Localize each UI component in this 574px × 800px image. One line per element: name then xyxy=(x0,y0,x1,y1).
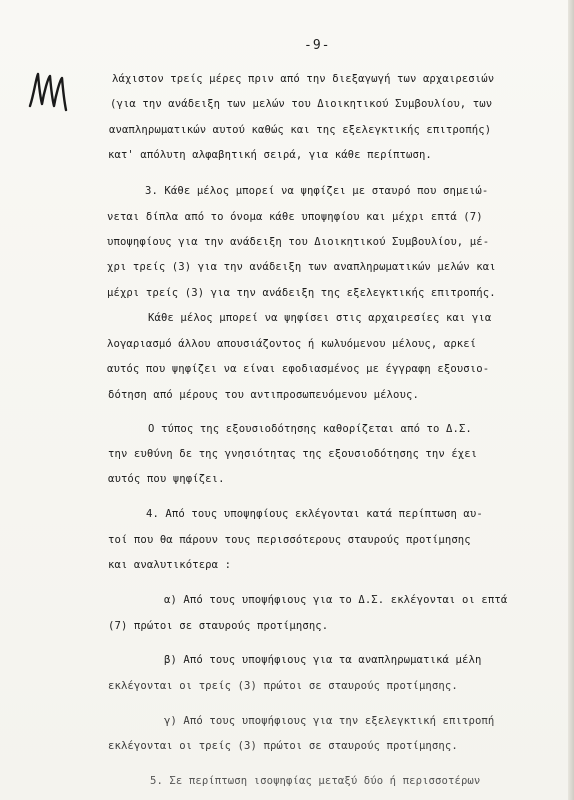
text-line: (για την ανάδειξη των μελών του Διοικητικού Συμβουλίου, των xyxy=(110,98,493,110)
text-line: τοί που θα πάρουν τους περισσότερους σταυρούς προτίμησης xyxy=(108,534,471,546)
text-line: εκλέγονται οι τρείς (3) πρώτοι σε σταυρούς προτίμησης. xyxy=(108,740,458,752)
text-line: χρι τρείς (3) για την ανάδειξη των αναπληρωματικών μελών και xyxy=(107,261,496,273)
text-line: εκλέγονται οι τρείς (3) πρώτοι σε σταυρούς προτίμησης. xyxy=(108,680,458,692)
text-line: Ο τύπος της εξουσιοδότησης καθορίζεται από το Δ.Σ. xyxy=(148,423,472,435)
text-line: λάχιστον τρείς μέρες πριν από την διεξαγωγή των αρχαιρεσιών xyxy=(112,73,495,85)
text-line: α) Από τους υποψήφιους για το Δ.Σ. εκλέγονται οι επτά xyxy=(164,594,508,606)
text-line: και αναλυτικότερα : xyxy=(108,559,232,571)
page-edge-shadow xyxy=(568,0,574,800)
text-line: υποψηφίους για την ανάδειξη του Διοικητικού Συμβουλίου, μέ- xyxy=(107,236,490,248)
text-line: 3. Κάθε μέλος μπορεί να ψηφίζει με σταυρό που σημειώ- xyxy=(145,185,489,197)
text-line: αυτός που ψηφίζει να είναι εφοδιασμένος με έγγραφη εξουσιο- xyxy=(107,363,490,375)
text-line: Κάθε μέλος μπορεί να ψηφίσει στις αρχαιρεσίες και για xyxy=(148,312,492,324)
text-line: δότηση από μέρους του αντιπροσωπευόμενου μέλους. xyxy=(108,389,419,401)
text-line: β) Από τους υποψήφιους για τα αναπληρωματικά μέλη xyxy=(164,654,482,666)
text-line: νεται δίπλα από το όνομα κάθε υποψηφίου και μέχρι επτά (7) xyxy=(107,211,483,223)
text-line: αυτός που ψηφίζει. xyxy=(108,473,225,485)
text-line: (7) πρώτοι σε σταυρούς προτίμησης. xyxy=(108,620,329,632)
text-line: 5. Σε περίπτωση ισοψηφίας μεταξύ δύο ή περισσοτέρων xyxy=(150,775,481,787)
text-line: κατ' απόλυτη αλφαβητική σειρά, για κάθε περίπτωση. xyxy=(108,149,432,161)
handwritten-signature xyxy=(26,66,86,116)
text-line: λογαριασμό άλλου απουσιάζοντος ή κωλυόμενου μέλους, αρκεί xyxy=(107,338,477,350)
text-line: γ) Από τους υποψήφιους για την εξελεγκτική επιτροπή xyxy=(164,715,495,727)
text-line: 4. Από τους υποψηφίους εκλέγονται κατά περίπτωση αυ- xyxy=(146,508,483,520)
text-line: αναπληρωματικών αυτού καθώς και της εξελεγκτικής επιτροπής) xyxy=(109,124,492,136)
text-line: την ευθύνη δε της γνησιότητας της εξουσιοδότησης την έχει xyxy=(108,448,478,460)
page-number: -9- xyxy=(304,38,331,53)
text-line: μέχρι τρείς (3) για την ανάδειξη της εξελεγκτικής επιτροπής. xyxy=(107,287,496,299)
